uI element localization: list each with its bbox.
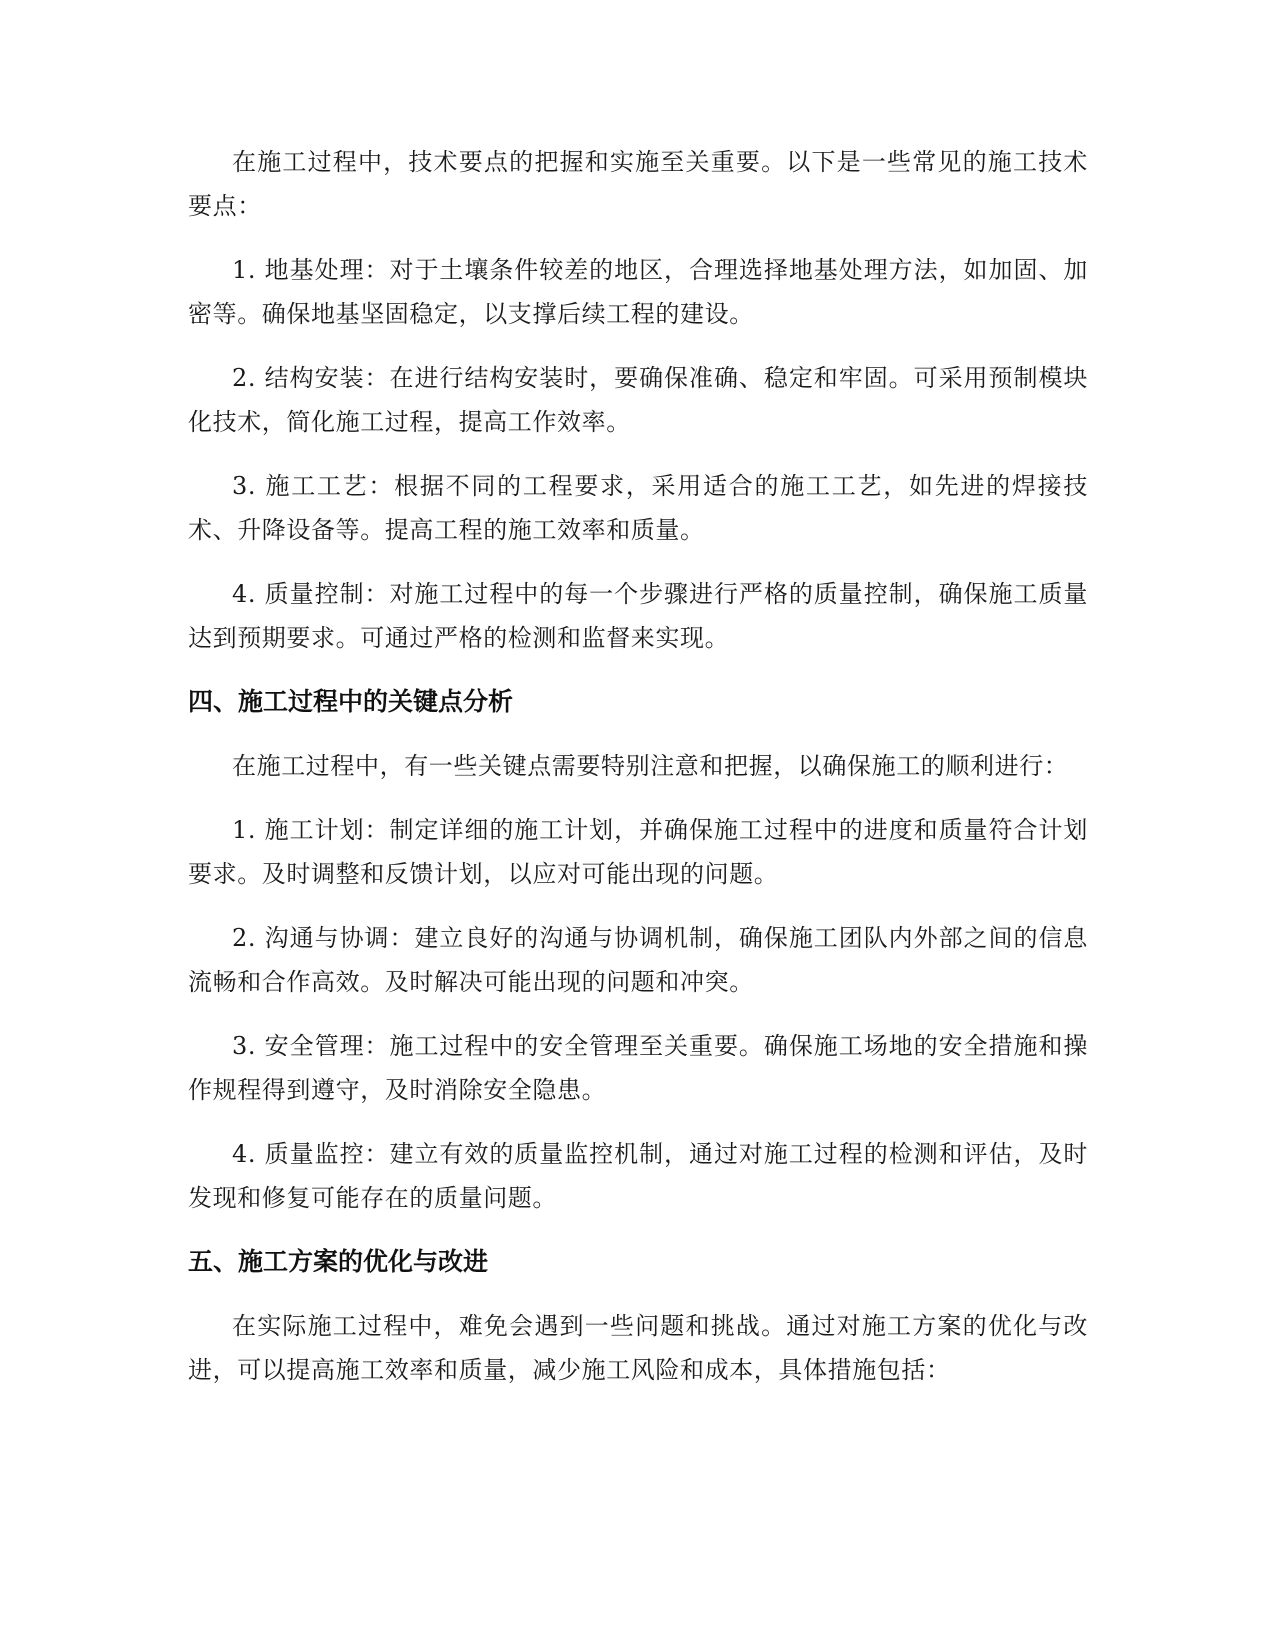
document-page [188, 140, 1088, 1412]
intro-paragraph: 在施工过程中，技术要点的把握和实施至关重要。以下是一些常见的施工技术要点： [188, 148, 1088, 220]
list-item-structure: 2. 结构安装：在进行结构安装时，要确保准确、稳定和牢固。可采用预制模块化技术，简化施工过程，提高工作效率。 [188, 364, 1088, 436]
list-item-quality-control: 4. 质量控制：对施工过程中的每一个步骤进行严格的质量控制，确保施工质量达到预期要求。可通过严格的检测和监督来实现。 [188, 580, 1088, 652]
list-item-quality-monitoring: 4. 质量监控：建立有效的质量监控机制，通过对施工过程的检测和评估，及时发现和修复可能存在的质量问题。 [188, 1140, 1088, 1212]
list-item-foundation: 1. 地基处理：对于土壤条件较差的地区，合理选择地基处理方法，如加固、加密等。确保地基坚固稳定，以支撑后续工程的建设。 [188, 256, 1088, 328]
list-item-safety: 3. 安全管理：施工过程中的安全管理至关重要。确保施工场地的安全措施和操作规程得到遵守，及时消除安全隐患。 [188, 1032, 1088, 1104]
section-heading-key-points: 四、施工过程中的关键点分析 [188, 687, 514, 716]
list-item-plan: 1. 施工计划：制定详细的施工计划，并确保施工过程中的进度和质量符合计划要求。及时调整和反馈计划，以应对可能出现的问题。 [188, 816, 1088, 888]
section-heading-optimization: 五、施工方案的优化与改进 [188, 1247, 489, 1276]
list-item-process: 3. 施工工艺：根据不同的工程要求，采用适合的施工工艺，如先进的焊接技术、升降设备等。提高工程的施工效率和质量。 [188, 472, 1088, 544]
key-points-intro: 在施工过程中，有一些关键点需要特别注意和把握，以确保施工的顺利进行： [232, 752, 1069, 780]
list-item-communication: 2. 沟通与协调：建立良好的沟通与协调机制，确保施工团队内外部之间的信息流畅和合作高效。及时解决可能出现的问题和冲突。 [188, 924, 1088, 996]
optimization-intro: 在实际施工过程中，难免会遇到一些问题和挑战。通过对施工方案的优化与改进，可以提高施工效率和质量，减少施工风险和成本，具体措施包括： [188, 1312, 1088, 1384]
